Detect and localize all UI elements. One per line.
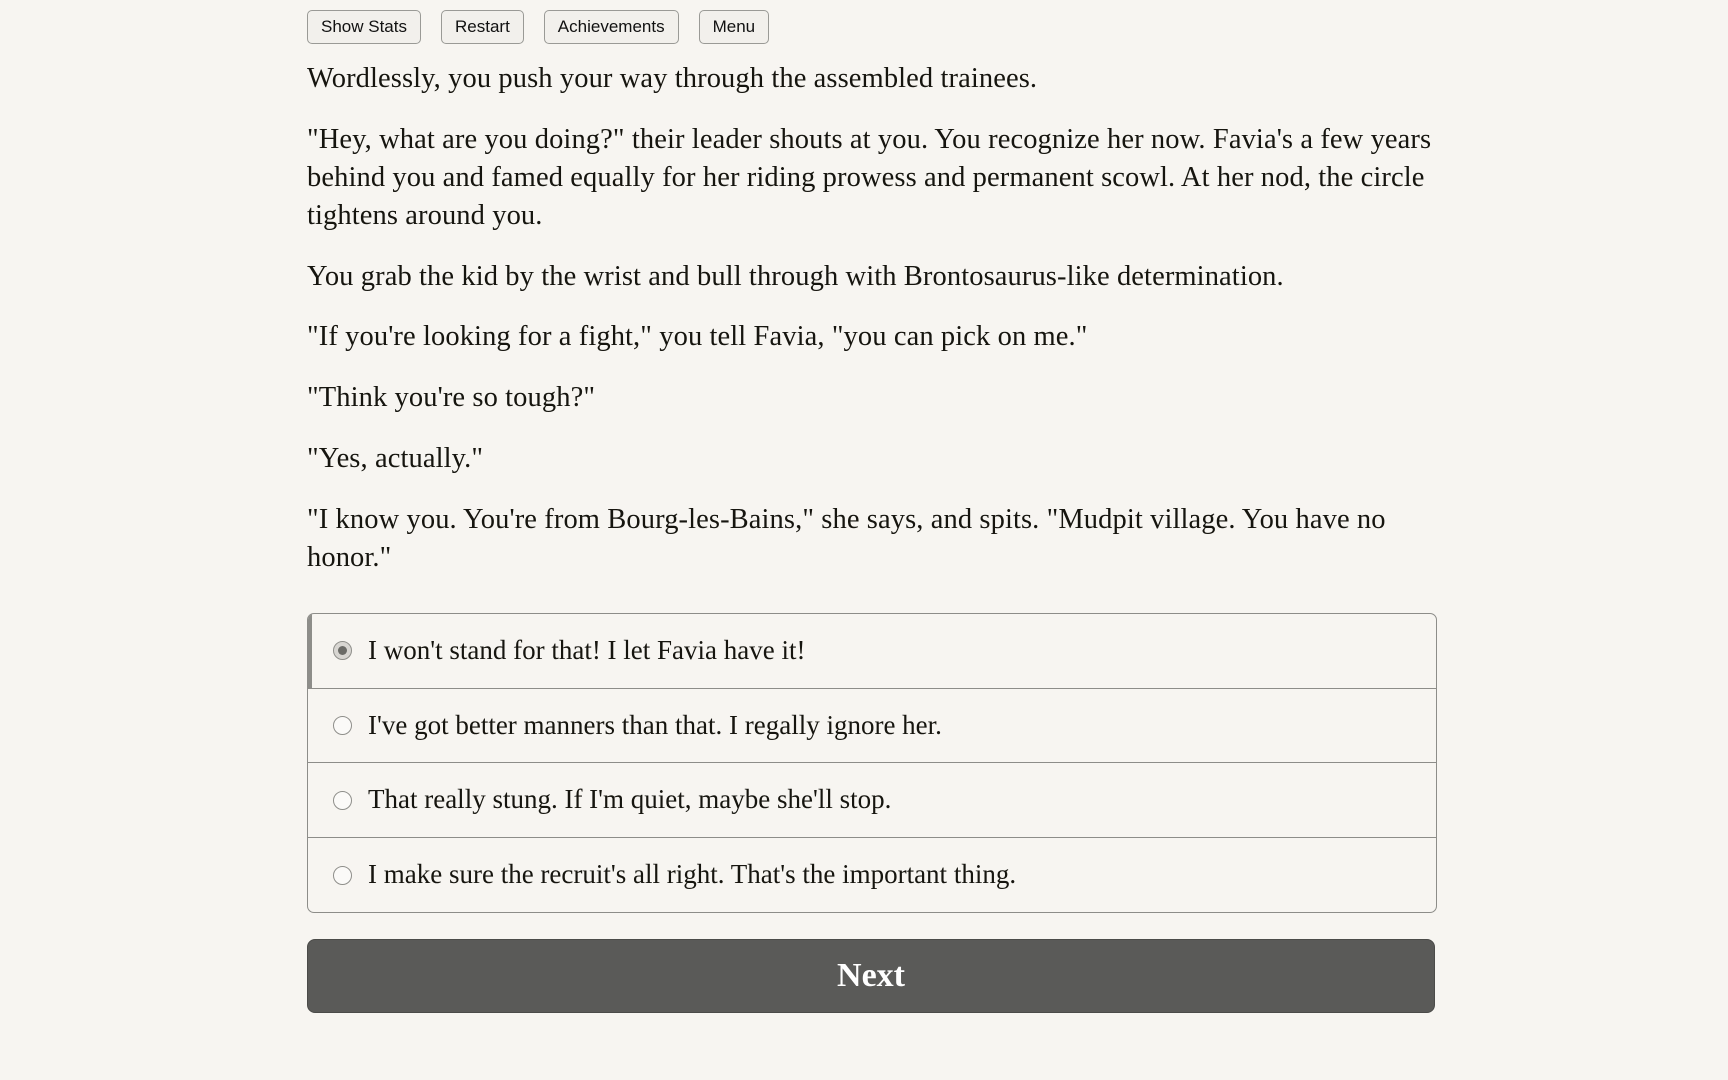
radio-icon[interactable] bbox=[333, 866, 352, 885]
story-paragraph: "Yes, actually." bbox=[307, 443, 484, 475]
choice-option[interactable] bbox=[308, 614, 1436, 689]
story-paragraph: You grab the kid by the wrist and bull through with Brontosaurus-like determination. bbox=[307, 260, 1284, 292]
achievements-button[interactable]: Achievements bbox=[544, 10, 679, 44]
menu-button[interactable]: Menu bbox=[699, 10, 770, 44]
story-content bbox=[307, 60, 1437, 1013]
toolbar bbox=[307, 10, 769, 44]
choice-label: That really stung. If I'm quiet, maybe she'll stop. bbox=[368, 784, 892, 815]
radio-icon[interactable] bbox=[333, 791, 352, 810]
story-paragraph: Wordlessly, you push your way through the assembled trainees. bbox=[307, 63, 1038, 94]
story-paragraph: "Think you're so tough?" bbox=[307, 382, 596, 414]
show-stats-button[interactable]: Show Stats bbox=[307, 10, 421, 44]
restart-button[interactable]: Restart bbox=[441, 10, 524, 44]
choice-option[interactable] bbox=[308, 763, 1436, 838]
choice-label: I've got better manners than that. I regally ignore her. bbox=[368, 709, 942, 740]
choice-label: I make sure the recruit's all right. That's the important thing. bbox=[368, 859, 1017, 890]
next-button[interactable]: Next bbox=[307, 939, 1435, 1013]
story-paragraph: "Hey, what are you doing?" their leader shouts at you. You recognize her now. Favia's a few years behind you and famed equally for her riding prowess and permanent scowl. At her nod, the circle tightens around you. bbox=[307, 123, 1432, 231]
story-paragraph: "If you're looking for a fight," you tell Favia, "you can pick on me." bbox=[307, 321, 1088, 353]
radio-icon[interactable] bbox=[333, 641, 352, 660]
choice-label: I won't stand for that! I let Favia have it! bbox=[368, 634, 806, 665]
story-paragraph: "I know you. You're from Bourg-les-Bains," she says, and spits. "Mudpit village. You have no honor." bbox=[307, 504, 1386, 574]
choice-option[interactable] bbox=[308, 838, 1436, 912]
choice-option[interactable] bbox=[308, 689, 1436, 764]
choice-list bbox=[307, 613, 1437, 913]
radio-icon[interactable] bbox=[333, 716, 352, 735]
